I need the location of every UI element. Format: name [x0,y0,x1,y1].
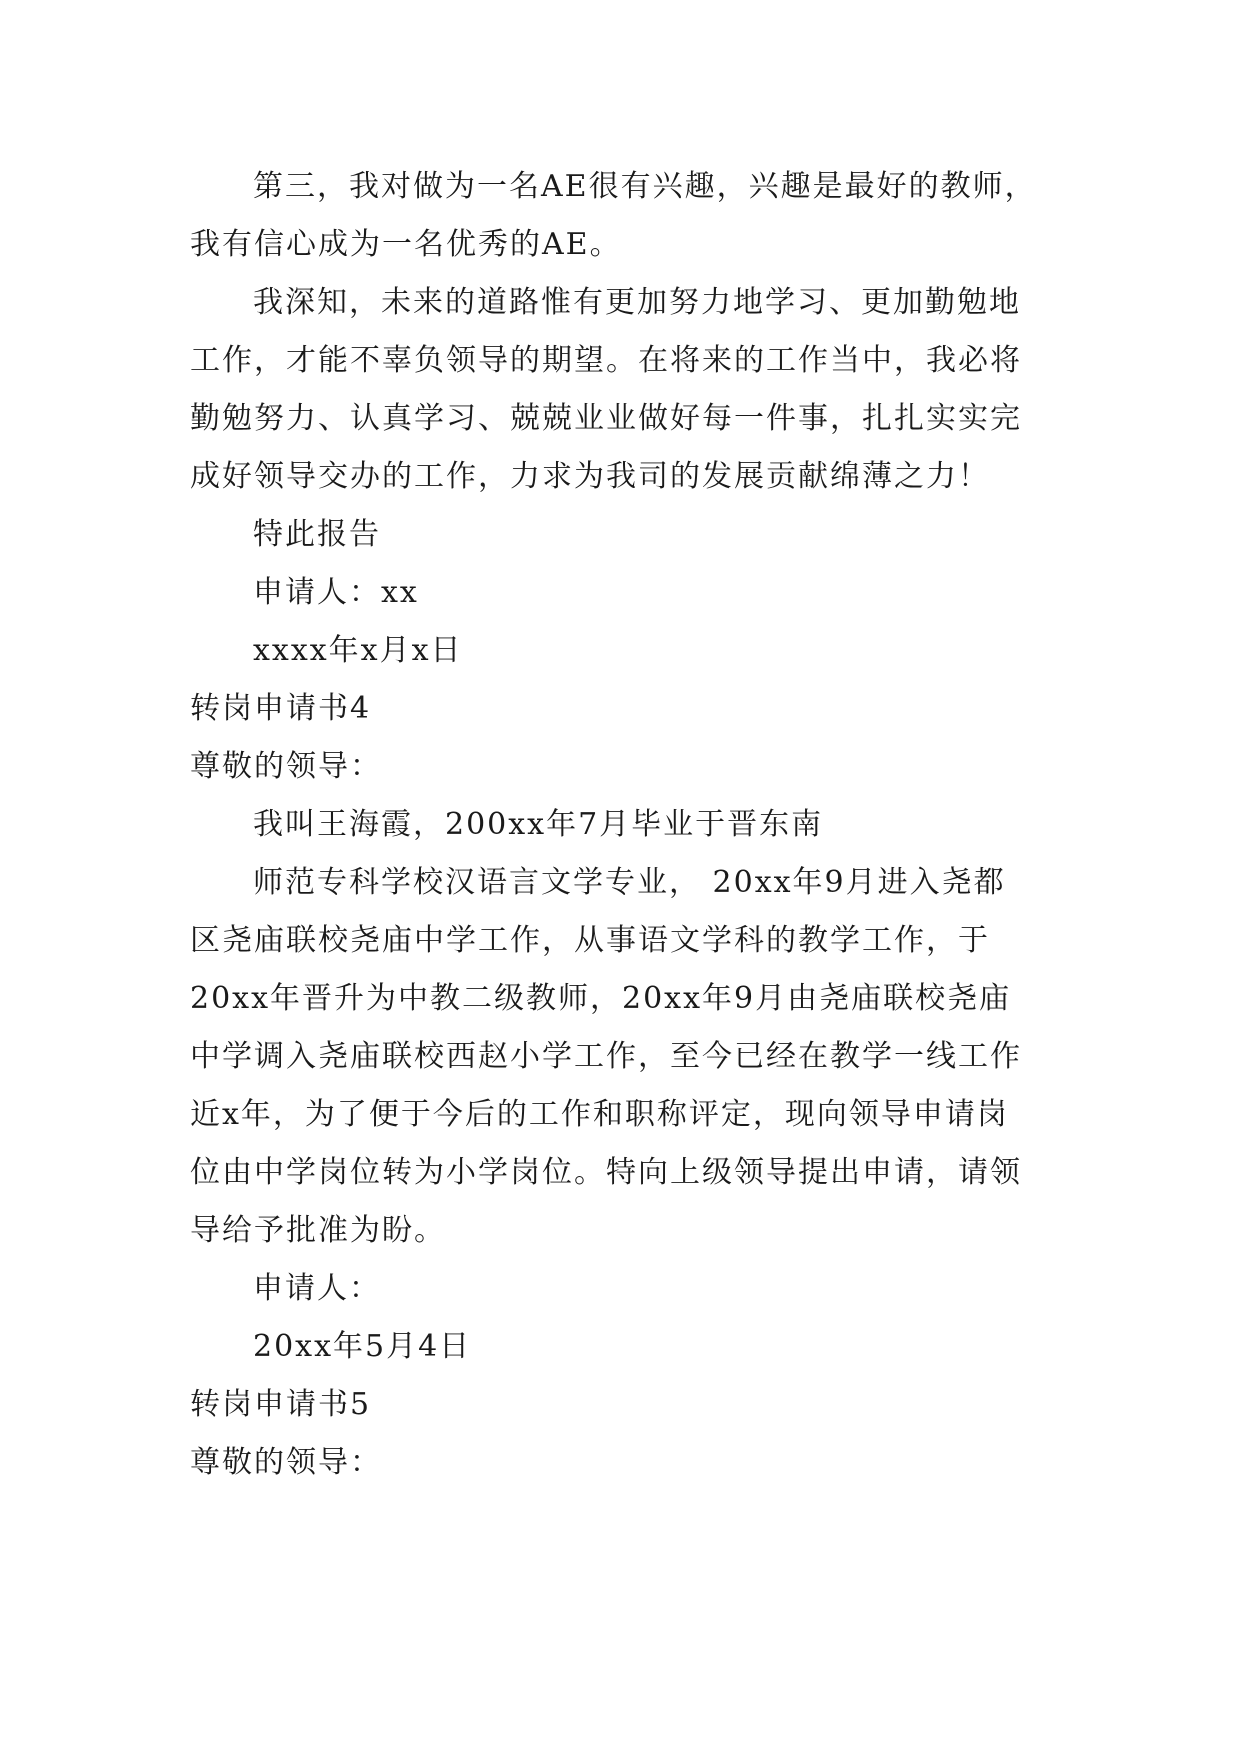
section-heading-4: 转岗申请书4 [190,691,372,726]
applicant-line: 申请人：xx [253,575,419,610]
paragraph-interest [190,158,1070,274]
applicant-line: 申请人： [253,1271,381,1306]
text-line: 第三，我对做为一名AE很有兴趣，兴趣是最好的教师， [253,169,1037,204]
salutation: 尊敬的领导： [190,1445,382,1480]
document-body [190,158,1070,1492]
text-line: 中学调入尧庙联校西赵小学工作，至今已经在教学一线工作 [190,1039,1022,1074]
text-line: 近x年，为了便于今后的工作和职称评定，现向领导申请岗 [190,1097,1009,1132]
date-line: xxxx年x月x日 [253,633,463,668]
date-line: 20xx年5月4日 [253,1329,472,1364]
text-line: 20xx年晋升为中教二级教师，20xx年9月由尧庙联校尧庙 [190,981,1012,1016]
paragraph-commitment [190,274,1070,506]
text-line: 位由中学岗位转为小学岗位。特向上级领导提出申请，请领 [190,1155,1022,1190]
closing-text: 特此报告 [253,517,381,552]
text-line: 勤勉努力、认真学习、兢兢业业做好每一件事，扎扎实实完 [190,401,1022,436]
paragraph-request [190,854,1070,1260]
salutation: 尊敬的领导： [190,749,382,784]
text-line: 工作，才能不辜负领导的期望。在将来的工作当中，我必将 [190,343,1022,378]
text-line: 成好领导交办的工作，力求为我司的发展贡献绵薄之力！ [190,459,990,494]
text-line: 导给予批准为盼。 [190,1213,446,1248]
text-line: 区尧庙联校尧庙中学工作，从事语文学科的教学工作，于 [190,923,990,958]
text-line: 我有信心成为一名优秀的AE。 [190,227,622,262]
text-line: 师范专科学校汉语言文学专业， 20xx年9月进入尧都 [253,865,1006,900]
paragraph-intro: 我叫王海霞，200xx年7月毕业于晋东南 [253,807,824,842]
text-line: 我深知，未来的道路惟有更加努力地学习、更加勤勉地 [253,285,1021,320]
section-heading-5: 转岗申请书5 [190,1387,372,1422]
